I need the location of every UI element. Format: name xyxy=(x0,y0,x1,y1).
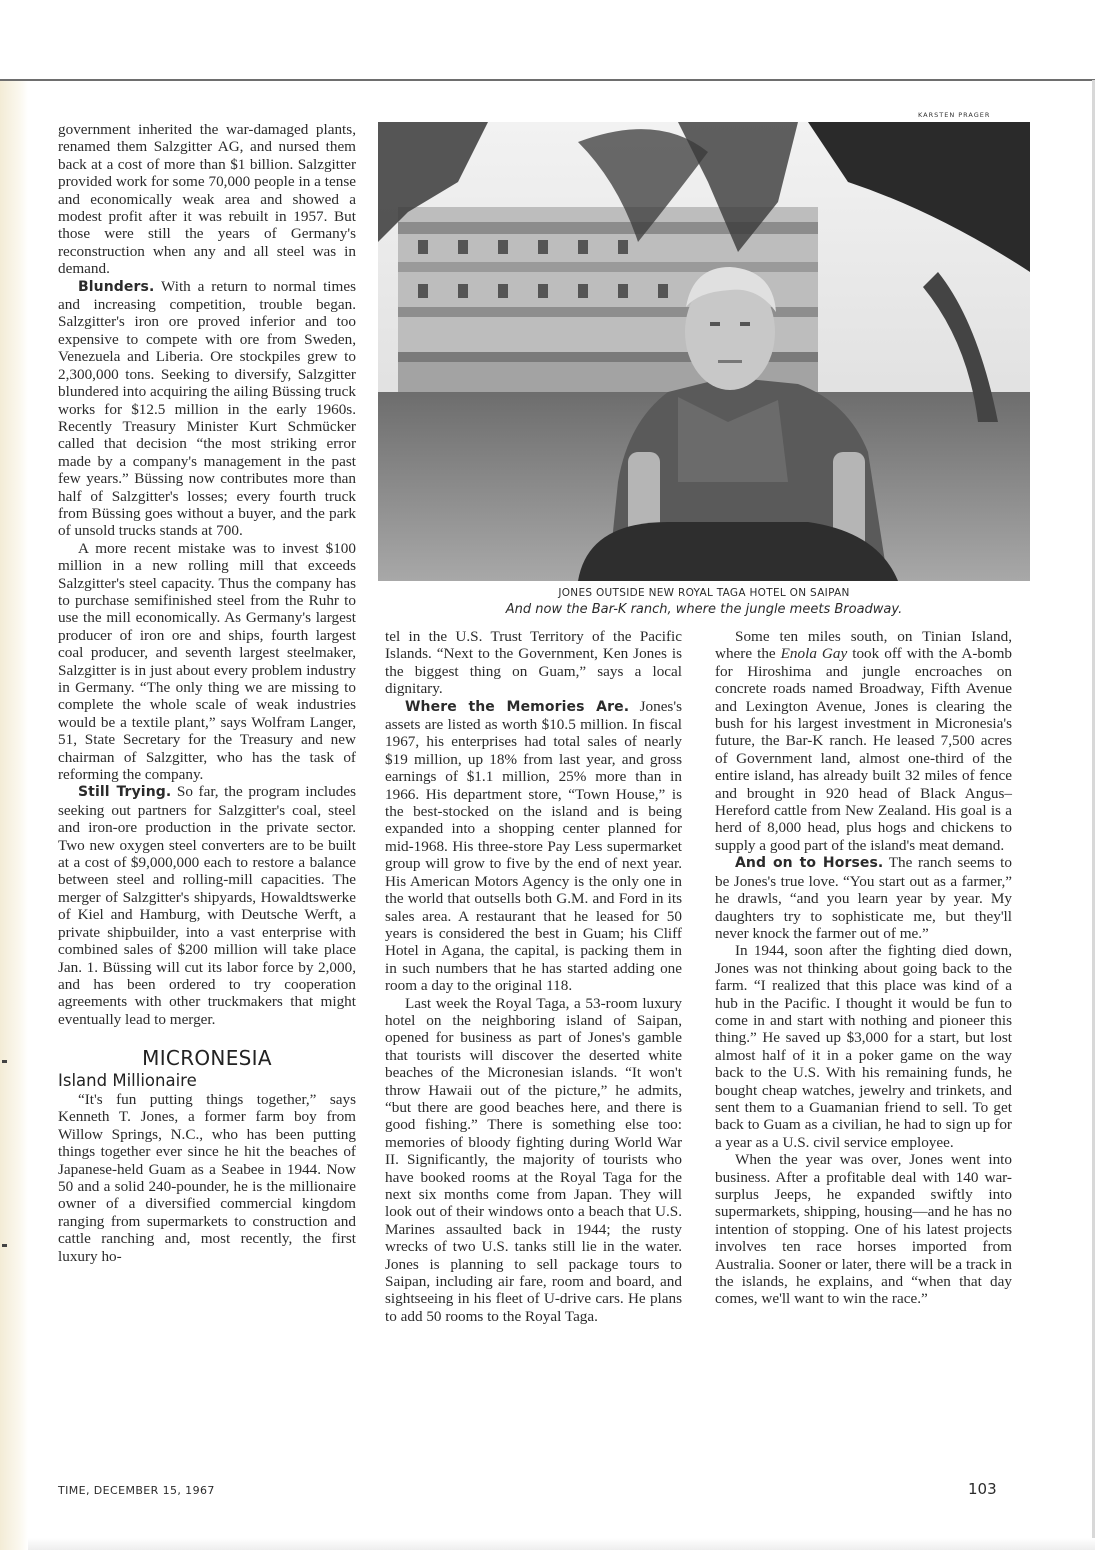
section-heading: MICRONESIA xyxy=(142,1046,272,1071)
paragraph: “It's fun putting things together,” says Kenneth T. Jones, a former farm boy from Willow Springs, N.C., who has been putting things together ever since he hit the beaches of Japanese-held Guam as a Seabee in 1944. Now 50 and a solid 240-pounder, he is the millionaire owner of a diversified commercial kingdom ranging from supermarkets to construction and cattle ranching and, most recently, the first luxury ho- xyxy=(58,1090,356,1265)
margin-mark xyxy=(2,1060,7,1063)
issue-date: TIME, DECEMBER 15, 1967 xyxy=(58,1484,215,1497)
caption-subtitle: And now the Bar-K ranch, where the jungle meets Broadway. xyxy=(505,602,903,617)
caption-title: JONES OUTSIDE NEW ROYAL TAGA HOTEL ON SAIPAN xyxy=(558,587,850,599)
margin-mark xyxy=(2,1244,7,1247)
column-2 xyxy=(385,628,682,1325)
page-number: 103 xyxy=(968,1480,997,1498)
subhead-still-trying: Still Trying. xyxy=(78,784,172,801)
paragraph: When the year was over, Jones went into business. After a profitable deal with 140 war-surplus Jeeps, he expanded swiftly into supermarkets, shipping, housing—and he has no intention of stopping. One of his latest projects involves ten race horses imported from Australia. Sooner or later, there will be a track in the islands, he explains, and “when that day comes, we'll want to win the race.” xyxy=(715,1151,1012,1308)
subhead-blunders: Blunders. xyxy=(78,278,155,295)
photo-illustration xyxy=(378,122,1030,581)
paragraph: Some ten miles south, on Tinian Island, where the Enola Gay took off with the A-bomb for Hiroshima and jungle encroaches on concrete roads named Broadway, Fifth Avenue and Lexington Avenue, Jones is clearing the bush for his largest investment in Micronesia's future, the Bar-K ranch. He leased 7,500 acres of Government land, almost one-third of the entire island, has already built 32 miles of fence and brought in 920 head of Black Angus–Hereford cattle from New Zealand. His goal is a herd of 8,000 head, plus hogs and chickens to supply a good part of the island's meat demand. xyxy=(715,628,1012,854)
paragraph: A more recent mistake was to invest $100 million in a new rolling mill that exceeds Salzgitter's steel capacity. Thus the company has to purchase semifinished steel from the Ruhr to use the mill economically. As Germany's largest producer of iron ore and ships, fourth largest coal producer, and seventh largest steelmaker, Salzgitter is in just about every problem industry in Germany. “The only thing we are missing to complete the whole scale of weak industries would be a textile plant,” says Wolfram Langer, 51, State Secretary for the Treasury and new chairman of Salzgitter, who has the task of reforming the company. xyxy=(58,539,356,784)
paragraph: And on to Horses. The ranch seems to be Jones's true love. “You start out as a farmer,” he drawls, “and you learn year by year. My daughters try to sophisticate me, but they'll never knock the farmer out of me.” xyxy=(715,854,1012,942)
paragraph: government inherited the war-damaged plants, renamed them Salzgitter AG, and nursed them back at a cost of more than $1 billion. Salzgitter provided work for some 70,000 people in a tense and economically weak area and showed a modest profit after it was rebuilt in 1957. But those were still the years of Germany's reconstruction when any and all steel was in demand. xyxy=(58,121,356,278)
subhead-horses: And on to Horses. xyxy=(735,855,884,872)
paragraph: In 1944, soon after the fighting died down, Jones was not thinking about going back to the farm. “I realized that this place was kind of a hub in the Pacific. I thought it would be fun to come in and start with nothing and pioneer this thing.” He saved up $3,000 for a start, but lost almost half of it in a poker game on the way back to the U.S. With his remaining funds, he bought cheap watches, jewelry and trinkets, and sent them to a Guamanian friend to sell. To get back to Guam as a civilian, he had to sign up for a year as a U.S. civil service employee. xyxy=(715,942,1012,1151)
column-1 xyxy=(58,121,356,1265)
paragraph: Last week the Royal Taga, a 53-room luxury hotel on the neighboring island of Saipan, opened for business as part of Jones's gamble that tourists will discover the deserted white beaches of the Micronesian islands. “It won't throw Hawaii out of the picture,” he admits, “but there are good beaches here, and there is good fishing.” There is something else too: memories of bloody fighting during World War II. Significantly, the majority of tourists who have booked rooms at the Royal Taga for the next six months come from Japan. They will look out of their windows onto a beach that U.S. Marines assaulted back in 1944; the rusty wrecks of two U.S. tanks still lie in the water. Jones is planning to sell package tours to Saipan, including air fare, room and board, and sightseeing in his fleet of U-drive cars. He plans to add 50 rooms to the Royal Taga. xyxy=(385,994,682,1325)
subhead-memories: Where the Memories Are. xyxy=(405,698,630,715)
page-bottom-shadow xyxy=(28,1538,1095,1550)
photo-caption xyxy=(378,586,1030,619)
photo-credit: KARSTEN PRAGER xyxy=(918,111,991,119)
column-3 xyxy=(715,628,1012,1308)
article-photo xyxy=(378,122,1030,581)
page-edge xyxy=(0,80,28,1550)
top-rule xyxy=(0,79,1095,81)
aircraft-name: Enola Gay xyxy=(780,645,848,663)
story-title: Island Millionaire xyxy=(58,1070,197,1090)
paragraph: Blunders. With a return to normal times and increasing competition, trouble began. Salzgitter's iron ore proved inferior and too expensive to compete with ore from Sweden, Venezuela and Liberia. Ore stockpiles grew to 2,300,000 tons. Seeking to diversify, Salzgitter blundered into acquiring the ailing Büssing truck works for $12.5 million in the early 1960s. Recently Treasury Minister Kurt Schmücker called that decision “the most striking error made by a company's management in the past few years.” Büssing now contributes more than half of Salzgitter's losses; every fourth truck from Büssing goes without a buyer, and the park of unsold trucks stands at 700. xyxy=(58,277,356,540)
paragraph: Where the Memories Are. Jones's assets are listed as worth $10.5 million. In fiscal 1967, his enterprises had total sales of nearly $19 million, up 18% from last year, and gross earnings of $1.1 million, 25% more than in 1966. His department store, “Town House,” is the best-stocked on the island and is being expanded into a shopping center planned for mid-1968. His three-store Pay Less supermarket group will grow to five by the end of next year. His American Motors Agency is the only one in the world that outsells both G.M. and Ford in its sales area. A restaurant that he leased for 50 years is considered the best in Guam; his Cliff Hotel in Agana, the capital, is packing them in in such numbers that he has started adding one room a day to the original 118. xyxy=(385,697,682,995)
paragraph: tel in the U.S. Trust Territory of the Pacific Islands. “Next to the Government, Ken Jones is the biggest thing on Guam,” says a local dignitary. xyxy=(385,628,682,698)
paragraph: Still Trying. So far, the program includes seeking out partners for Salzgitter's coal, steel and iron-ore production in the private sector. Two new oxygen steel converters are to be built at a cost of $9,000,000 each to restore a balance between steel and rolling-mill capacities. The merger of Salzgitter's shipyards, Howaldtswerke of Kiel and Hamburg, with Deutsche Werft, a private shipbuilder, into a vast enterprise with combined sales of $200 million will take place Jan. 1. Büssing will cut its labor force by 2,000, and has been ordered to try cooperation agreements with other truckmakers that might eventually lead to merger. xyxy=(58,783,356,1028)
